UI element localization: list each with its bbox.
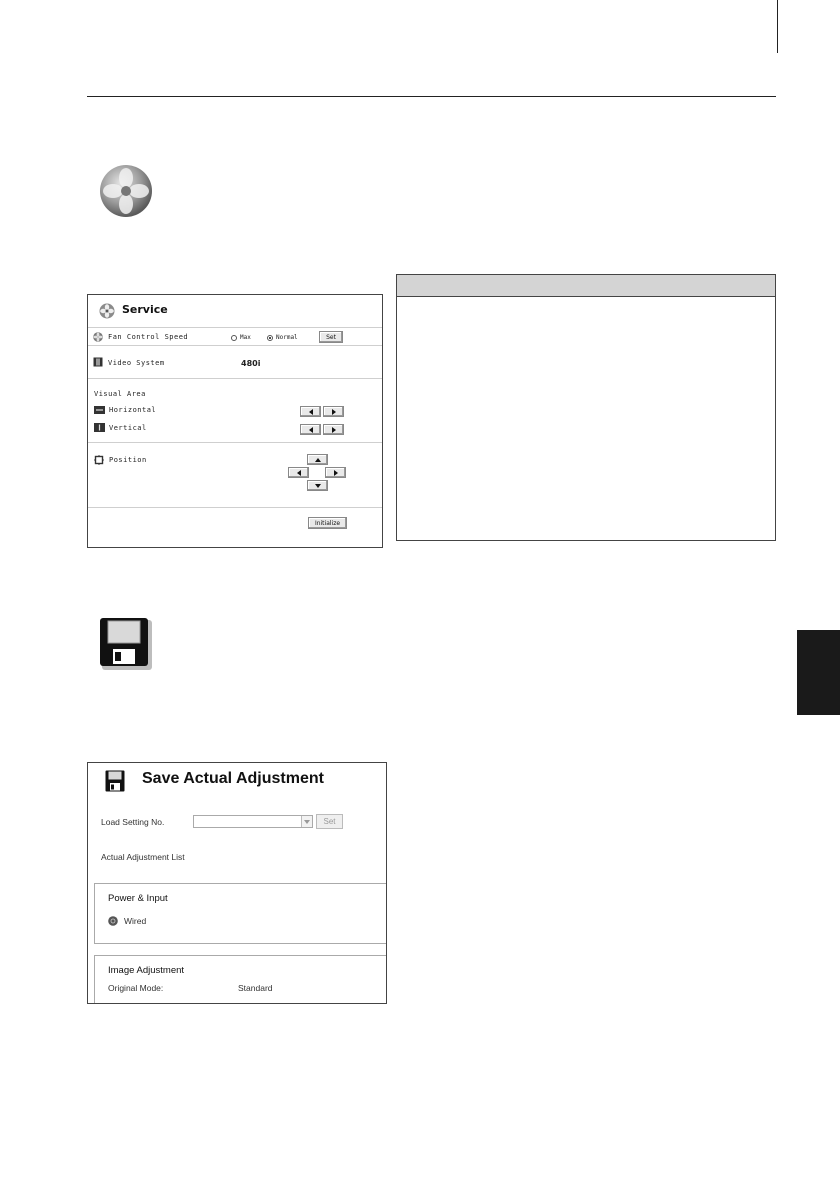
fan-icon — [98, 163, 154, 219]
fan-speed-normal-label: Normal — [276, 334, 298, 341]
crop-mark — [777, 0, 778, 53]
visual-area-label: Visual Area — [94, 390, 146, 398]
note-box-header — [397, 275, 775, 297]
wired-label: Wired — [124, 916, 147, 926]
arrow-up-icon — [315, 458, 321, 462]
fan-speed-max-label: Max — [240, 334, 251, 341]
image-adjustment-group — [94, 955, 387, 1004]
power-input-group — [94, 883, 387, 944]
initialize-row — [88, 508, 382, 547]
video-system-icon — [93, 357, 103, 367]
position-label: Position — [109, 456, 147, 464]
video-system-label: Video System — [108, 359, 165, 367]
save-adjustment-panel — [87, 762, 387, 1004]
fan-icon — [93, 332, 103, 342]
header-rule — [87, 96, 776, 97]
horizontal-label: Horizontal — [109, 406, 157, 414]
load-setting-select[interactable] — [193, 815, 313, 828]
power-input-title: Power & Input — [108, 893, 168, 904]
video-system-row — [88, 346, 382, 379]
horizontal-decrease-button[interactable] — [300, 406, 321, 417]
video-system-value: 480i — [241, 359, 261, 368]
arrow-down-icon — [315, 484, 321, 488]
vertical-label: Vertical — [109, 424, 147, 432]
position-up-button[interactable] — [307, 454, 328, 465]
original-mode-value: Standard — [238, 983, 273, 993]
arrow-right-icon — [332, 409, 336, 415]
radio-button[interactable] — [267, 335, 273, 341]
image-adjustment-title: Image Adjustment — [108, 965, 185, 976]
load-setting-set-button[interactable]: Set — [316, 814, 343, 829]
chapter-side-tab — [797, 630, 840, 715]
save-panel-title: Save Actual Adjustment — [142, 770, 324, 787]
visual-area-row — [88, 379, 382, 443]
position-left-button[interactable] — [288, 467, 309, 478]
fan-control-label: Fan Control Speed — [108, 333, 189, 341]
vertical-size-icon — [94, 423, 105, 432]
network-icon — [108, 916, 118, 926]
service-panel — [87, 294, 383, 548]
floppy-disk-icon — [99, 617, 155, 673]
load-setting-label: Load Setting No. — [101, 817, 165, 827]
service-title-row — [88, 295, 382, 328]
position-right-button[interactable] — [325, 467, 346, 478]
note-box — [396, 274, 776, 541]
radio-button[interactable] — [231, 335, 237, 341]
vertical-increase-button[interactable] — [323, 424, 344, 435]
horizontal-increase-button[interactable] — [323, 406, 344, 417]
arrow-left-icon — [309, 427, 313, 433]
adjustment-list-label: Actual Adjustment List — [101, 852, 185, 862]
initialize-button[interactable]: Initialize — [308, 517, 347, 529]
fan-control-row — [88, 328, 382, 346]
original-mode-label: Original Mode: — [108, 983, 164, 993]
service-title: Service — [122, 303, 168, 316]
fan-speed-set-button[interactable]: Set — [319, 331, 343, 343]
fan-speed-max-radio[interactable] — [231, 334, 251, 341]
arrow-left-icon — [309, 409, 313, 415]
arrow-left-icon — [297, 470, 301, 476]
position-down-button[interactable] — [307, 480, 328, 491]
fan-icon — [99, 303, 115, 319]
floppy-disk-icon — [105, 770, 125, 792]
arrow-right-icon — [334, 470, 338, 476]
chevron-down-icon[interactable] — [301, 816, 312, 827]
position-row — [88, 443, 382, 508]
arrow-right-icon — [332, 427, 336, 433]
horizontal-size-icon — [94, 406, 105, 414]
vertical-decrease-button[interactable] — [300, 424, 321, 435]
position-icon — [94, 455, 104, 465]
fan-speed-normal-radio[interactable] — [267, 334, 298, 341]
